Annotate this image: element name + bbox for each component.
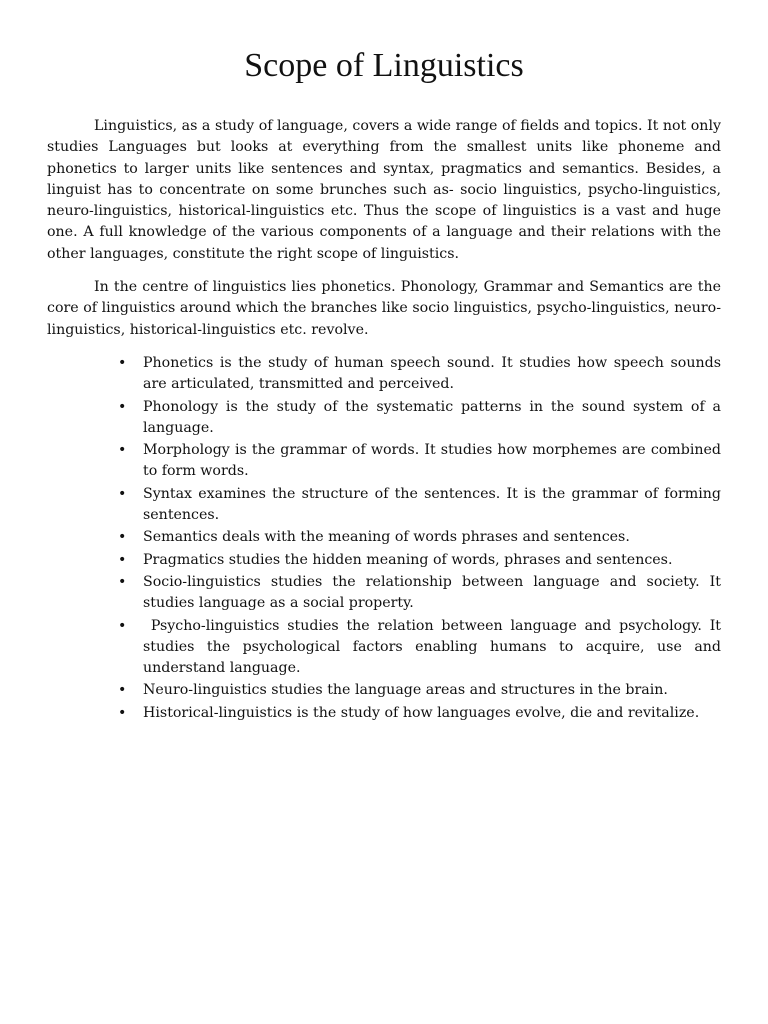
bullet-text: Phonetics is the study of human speech sound. It studies how speech sounds are articulated, transmitted and perceived. [143,354,721,393]
bullet-text: Syntax examines the structure of the sentences. It is the grammar of forming sentences. [143,485,721,524]
bullet-text: Psycho-linguistics studies the relation between language and psychology. It studies the psychological factors enabling humans to acquire, use and understand language. [143,617,726,677]
bullet-item [95,397,721,440]
body-paragraph: In the centre of linguistics lies phonetics. Phonology, Grammar and Semantics are the core of linguistics around which the branches like socio linguistics, psycho-linguistics, neuro-linguistics, historical-linguistics etc. revolve. [47,279,721,338]
bullet-point-icon: • [118,573,127,590]
bullet-point-icon: • [118,704,127,721]
document-title: Scope of Linguistics [244,47,524,84]
bullet-text: Historical-linguistics is the study of how languages evolve, die and revitalize. [143,704,700,721]
bullet-text: Semantics deals with the meaning of words phrases and sentences. [143,529,630,546]
bullet-point-icon: • [118,442,127,459]
bullet-item [95,353,721,396]
bullet-list [47,353,726,724]
bullet-point-icon: • [118,485,127,502]
bullet-item [95,680,721,701]
bullet-point-icon: • [118,682,127,699]
bullet-point-icon: • [118,354,127,371]
bullet-item [95,572,721,615]
bullet-item [95,550,721,571]
bullet-text: Morphology is the grammar of words. It studies how morphemes are combined to form words. [143,442,721,480]
bullet-item [95,527,721,548]
body-paragraph: Linguistics, as a study of language, covers a wide range of fields and topics. It not only studies Languages but looks at everything from the smallest units like phoneme and phonetics to larger units like sentences and syntax, pragmatics and semantics. Besides, a linguist has to concentrate on some brunches such as- socio linguistics, psycho-linguistics, neuro-linguistics, historical-linguistics etc. Thus the scope of linguistics is a vast and huge one. A full knowledge of the various components of a language and their relations with the other languages, constitute the right scope of linguistics. [47,118,721,262]
bullet-item [95,703,721,724]
bullet-point-icon: • [118,398,127,415]
bullet-item [95,484,721,527]
bullet-text: Socio-linguistics studies the relationship between language and society. It studies language as a social property. [143,573,721,612]
document-body [47,116,726,725]
bullet-text: Pragmatics studies the hidden meaning of words, phrases and sentences. [143,551,673,568]
bullet-item [95,440,721,483]
bullet-text: Neuro-linguistics studies the language areas and structures in the brain. [143,682,668,699]
bullet-text: Phonology is the study of the systematic patterns in the sound system of a language. [143,398,721,436]
bullet-item [95,616,726,680]
bullet-point-icon: • [118,551,127,568]
bullet-point-icon: • [118,529,127,546]
bullet-point-icon: • [118,617,127,634]
